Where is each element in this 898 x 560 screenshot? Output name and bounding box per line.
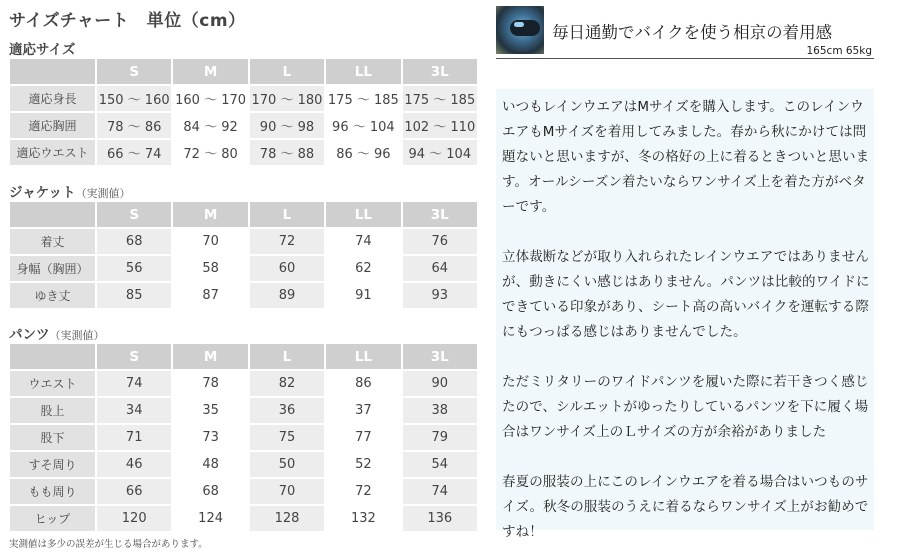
measurement-cell: 56 [96, 255, 172, 282]
measurement-cell: 70 [249, 478, 325, 505]
pants-heading-text: パンツ [9, 327, 50, 343]
review-comment-box [496, 89, 874, 540]
measurement-cell: 77 [325, 424, 401, 451]
measurement-cell: 68 [96, 228, 172, 255]
measurement-cell: 78 ～ 86 [96, 112, 172, 139]
row-label: 股下 [9, 424, 96, 451]
measurement-cell: 52 [325, 451, 401, 478]
size-header: S [96, 201, 172, 228]
measurement-cell: 54 [402, 451, 478, 478]
review-paragraph: 立体裁断などが取り入れられたレインウエアではありませんが、動きにくい感じはありません。パンツは比較的ワイドにできている印象があり、シート高の高いバイクを運転する際にもつっぱる感じはありませんでした。 [502, 249, 870, 340]
measurement-cell: 62 [325, 255, 401, 282]
measurement-cell: 58 [172, 255, 248, 282]
measurement-cell: 75 [249, 424, 325, 451]
fit-size-heading [9, 38, 75, 58]
measurement-cell: 96 ～ 104 [325, 112, 401, 139]
table-row [9, 424, 478, 451]
size-header: LL [325, 201, 401, 228]
table-row [9, 505, 478, 532]
measurement-cell: 79 [402, 424, 478, 451]
row-label: 着丈 [9, 228, 96, 255]
jacket-heading-sub: （実測値） [75, 187, 131, 200]
measurement-cell: 86 ～ 96 [325, 139, 401, 166]
table-header-row [9, 343, 478, 370]
size-header: L [249, 58, 325, 85]
size-header: LL [325, 343, 401, 370]
measurement-cell: 46 [96, 451, 172, 478]
size-header: 3L [402, 201, 478, 228]
reviewer-avatar [496, 6, 544, 54]
size-header: M [172, 58, 248, 85]
row-label: すそ周り [9, 451, 96, 478]
measurement-cell: 36 [249, 397, 325, 424]
measurement-cell: 136 [402, 505, 478, 532]
table-row [9, 478, 478, 505]
measurement-cell: 78 ～ 88 [249, 139, 325, 166]
size-header: M [172, 343, 248, 370]
review-paragraph: ただミリタリーのワイドパンツを履いた際に若干きつく感じたので、シルエットがゆったりしているパンツを下に履く場合はワンサイズ上のＬサイズの方が余裕がありました [502, 374, 869, 440]
corner-cell [9, 201, 96, 228]
measurement-cell: 74 [96, 370, 172, 397]
measurement-cell: 160 ～ 170 [172, 85, 248, 112]
measurement-cell: 68 [172, 478, 248, 505]
corner-cell [9, 58, 96, 85]
measurement-cell: 91 [325, 282, 401, 309]
measurement-cell: 170 ～ 180 [249, 85, 325, 112]
table-header-row [9, 201, 478, 228]
measurement-cell: 37 [325, 397, 401, 424]
measurement-cell: 72 [325, 478, 401, 505]
size-header: LL [325, 58, 401, 85]
size-header: 3L [402, 58, 478, 85]
size-header: L [249, 201, 325, 228]
measurement-cell: 128 [249, 505, 325, 532]
measurement-cell: 132 [325, 505, 401, 532]
measurement-cell: 90 ～ 98 [249, 112, 325, 139]
table-row [9, 370, 478, 397]
measurement-cell: 175 ～ 185 [325, 85, 401, 112]
table-row [9, 282, 478, 309]
row-label: 身幅（胸囲） [9, 255, 96, 282]
measurement-cell: 93 [402, 282, 478, 309]
measurement-cell: 64 [402, 255, 478, 282]
measurement-cell: 120 [96, 505, 172, 532]
measurement-cell: 87 [172, 282, 248, 309]
reviewer-title: 毎日通勤でバイクを使う相京の着用感 [552, 23, 833, 42]
jacket-heading-text: ジャケット [9, 185, 76, 201]
row-label: 適応ウエスト [9, 139, 96, 166]
measurement-cell: 84 ～ 92 [172, 112, 248, 139]
reviewer-spec: 165cm 65kg [806, 45, 872, 57]
review-paragraph: いつもレインウエアはMサイズを購入します。このレインウエアもMサイズを着用してみました。春から秋にかけては問題ないと思いますが、冬の格好の上に着るときついと思います。オールシーズン着たいならワンサイズ上を着た方がベターです。 [502, 99, 870, 215]
measurement-cell: 76 [402, 228, 478, 255]
table-row [9, 85, 478, 112]
row-label: 股上 [9, 397, 96, 424]
pants-size-table [8, 342, 479, 533]
reviewer-header [496, 6, 874, 59]
measurement-cell: 38 [402, 397, 478, 424]
table-row [9, 228, 478, 255]
measurement-cell: 89 [249, 282, 325, 309]
measurement-cell: 71 [96, 424, 172, 451]
measurement-cell: 94 ～ 104 [402, 139, 478, 166]
jacket-heading [9, 181, 131, 201]
size-header: M [172, 201, 248, 228]
measurement-cell: 72 ～ 80 [172, 139, 248, 166]
pants-heading [9, 323, 105, 343]
measurement-cell: 175 ～ 185 [402, 85, 478, 112]
measurement-cell: 82 [249, 370, 325, 397]
table-row [9, 112, 478, 139]
measurement-cell: 35 [172, 397, 248, 424]
pants-heading-sub: （実測値） [49, 329, 105, 342]
row-label: 適応胸囲 [9, 112, 96, 139]
size-header: 3L [402, 343, 478, 370]
review-paragraph: 春夏の服装の上にこのレインウエアを着る場合はいつものサイズ。秋冬の服装のうえに着るならワンサイズ上がお勧めですね！ [502, 474, 869, 540]
measurement-cell: 102 ～ 110 [402, 112, 478, 139]
footnote: 実測値は多少の誤差が生じる場合があります。 [9, 539, 208, 550]
table-row [9, 139, 478, 166]
measurement-cell: 78 [172, 370, 248, 397]
fit-size-heading-text: 適応サイズ [9, 42, 76, 58]
row-label: 適応身長 [9, 85, 96, 112]
row-label: ウエスト [9, 370, 96, 397]
measurement-cell: 124 [172, 505, 248, 532]
visor-shine-icon [514, 22, 524, 27]
size-header: S [96, 58, 172, 85]
row-label: ヒップ [9, 505, 96, 532]
measurement-cell: 50 [249, 451, 325, 478]
measurement-cell: 66 [96, 478, 172, 505]
fit-size-table [8, 57, 479, 167]
corner-cell [9, 343, 96, 370]
measurement-cell: 73 [172, 424, 248, 451]
jacket-size-table [8, 200, 479, 310]
table-row [9, 451, 478, 478]
measurement-cell: 48 [172, 451, 248, 478]
table-header-row [9, 58, 478, 85]
measurement-cell: 150 ～ 160 [96, 85, 172, 112]
measurement-cell: 74 [325, 228, 401, 255]
size-header: L [249, 343, 325, 370]
measurement-cell: 70 [172, 228, 248, 255]
measurement-cell: 90 [402, 370, 478, 397]
table-row [9, 397, 478, 424]
measurement-cell: 85 [96, 282, 172, 309]
row-label: もも周り [9, 478, 96, 505]
measurement-cell: 34 [96, 397, 172, 424]
measurement-cell: 60 [249, 255, 325, 282]
measurement-cell: 72 [249, 228, 325, 255]
row-label: ゆき丈 [9, 282, 96, 309]
measurement-cell: 74 [402, 478, 478, 505]
table-row [9, 255, 478, 282]
page-title: サイズチャート 単位（cm） [9, 11, 246, 31]
measurement-cell: 86 [325, 370, 401, 397]
size-header: S [96, 343, 172, 370]
measurement-cell: 66 ～ 74 [96, 139, 172, 166]
